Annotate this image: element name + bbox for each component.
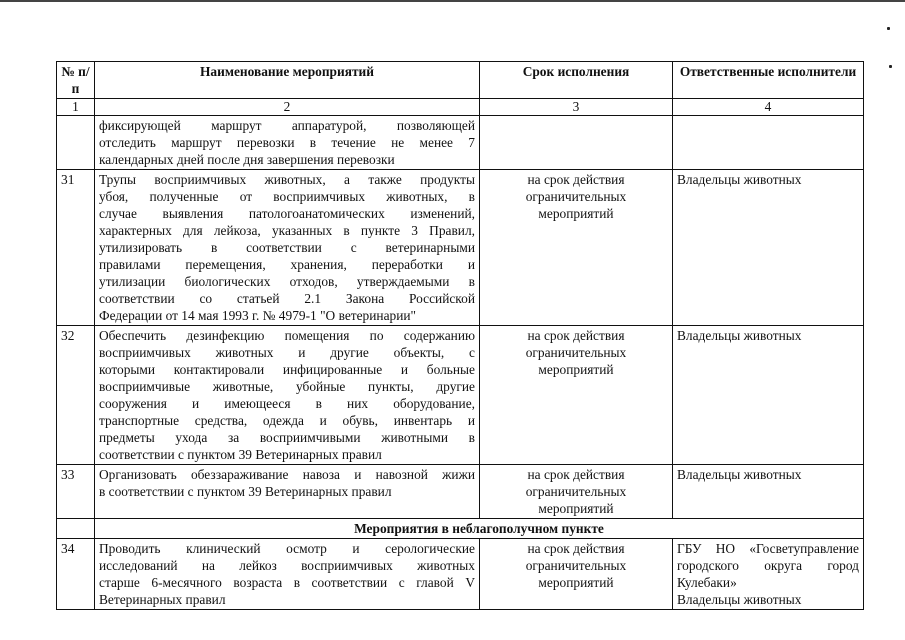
deadline-line: мероприятий [538, 362, 614, 377]
table-row [57, 465, 864, 519]
deadline-cell [480, 539, 673, 610]
measure-line: восприимчивых животных и другие объекты, с [99, 345, 475, 360]
responsible-line: Владельцы животных [677, 328, 802, 343]
deadline-line: ограничительных [525, 484, 627, 499]
deadline-line: ограничительных [525, 345, 627, 360]
deadline-line: мероприятий [538, 206, 614, 221]
deadline-cell [480, 170, 673, 326]
responsible-cell [673, 539, 864, 610]
row-number: 33 [57, 465, 95, 519]
measure-text [95, 326, 480, 465]
scan-speck [889, 65, 892, 68]
row-number: 32 [57, 326, 95, 465]
measure-line: Федерации от 14 мая 1993 г. № 4979-1 "О ветеринарии" [99, 308, 417, 323]
column-index: 4 [673, 99, 864, 116]
deadline-cell [480, 116, 673, 170]
responsible-line: Кулебаки» [677, 575, 737, 590]
measure-line: Трупы восприимчивых животных, а также продукты [99, 172, 475, 187]
header-row [57, 62, 864, 99]
scan-edge-line [0, 0, 905, 6]
responsible-cell [673, 116, 864, 170]
responsible-cell [673, 465, 864, 519]
row-number: 34 [57, 539, 95, 610]
responsible-line: городского округа город [677, 558, 859, 573]
responsible-line: Владельцы животных [677, 172, 802, 187]
deadline-cell [480, 465, 673, 519]
measure-line: фиксирующей маршрут аппаратурой, позволяющей [99, 118, 475, 133]
measures-table [56, 61, 864, 610]
measure-line: Проводить клинический осмотр и серологические [99, 541, 475, 556]
responsible-cell [673, 326, 864, 465]
header-measures: Наименование мероприятий [95, 62, 480, 99]
deadline-line: ограничительных [525, 558, 627, 573]
scan-speck [887, 27, 890, 30]
section-row [57, 519, 864, 539]
column-index: 1 [57, 99, 95, 116]
deadline-cell [480, 326, 673, 465]
deadline-line: ограничительных [525, 189, 627, 204]
measure-line: убоя, полученные от восприимчивых животных, в [99, 189, 475, 204]
header-number: № п/п [57, 62, 95, 99]
measure-line: предметы ухода за восприимчивыми животными в [99, 430, 475, 445]
measure-text [95, 170, 480, 326]
measure-line: Организовать обеззараживание навоза и навозной жижи [99, 467, 475, 482]
measure-line: характерных для лейкоза, указанных в пункте 3 Правил, [99, 223, 475, 238]
measure-text [95, 465, 480, 519]
measure-line: соответствии с пунктом 39 Ветеринарных правил [99, 447, 382, 462]
measure-line: правилами перемещения, хранения, переработки и [99, 257, 475, 272]
measure-line: восприимчивые животные, убойные пункты, другие [99, 379, 475, 394]
column-index-row [57, 99, 864, 116]
deadline-line: на срок действия [527, 467, 625, 482]
measure-line: Обеспечить дезинфекцию помещения по содержанию [99, 328, 475, 343]
deadline-line: на срок действия [527, 172, 625, 187]
section-spacer [57, 519, 95, 539]
measure-line: исследований на лейкоз восприимчивых животных [99, 558, 475, 573]
header-responsible: Ответственные исполнители [673, 62, 864, 99]
measure-text [95, 539, 480, 610]
header-deadline: Срок исполнения [480, 62, 673, 99]
measure-line: которыми контактировали инфицированные и больные [99, 362, 475, 377]
measure-line: в соответствии с пунктом 39 Ветеринарных правил [99, 484, 392, 499]
deadline-line: на срок действия [527, 328, 625, 343]
measure-line: утилизировать в соответствии с ветеринарными [99, 240, 475, 255]
measure-line: старше 6-месячного возраста в соответствии с главой V [99, 575, 475, 590]
measure-line: утилизации биологических отходов, утверждаемыми в [99, 274, 475, 289]
table-row [57, 116, 864, 170]
table-row [57, 170, 864, 326]
section-title: Мероприятия в неблагополучном пункте [95, 519, 864, 539]
measure-text [95, 116, 480, 170]
measure-line: Ветеринарных правил [99, 592, 226, 607]
measure-line: случае выявления патологоанатомических изменений, [99, 206, 475, 221]
measure-line: транспортные средства, одежда и обувь, инвентарь и [99, 413, 475, 428]
deadline-line: мероприятий [538, 501, 614, 516]
deadline-line: на срок действия [527, 541, 625, 556]
measure-line: отследить маршрут перевозки в течение не менее 7 [99, 135, 475, 150]
column-index: 3 [480, 99, 673, 116]
responsible-line: Владельцы животных [677, 592, 802, 607]
measure-line: сооружения и имеющееся в них оборудование, [99, 396, 475, 411]
measure-line: календарных дней после дня завершения перевозки [99, 152, 395, 167]
column-index: 2 [95, 99, 480, 116]
responsible-line: ГБУ НО «Госветуправление [677, 541, 859, 556]
measure-line: соответствии со статьей 2.1 Закона Российской [99, 291, 475, 306]
deadline-line: мероприятий [538, 575, 614, 590]
responsible-line: Владельцы животных [677, 467, 802, 482]
table-row [57, 326, 864, 465]
row-number [57, 116, 95, 170]
table-body [57, 116, 864, 610]
responsible-cell [673, 170, 864, 326]
table-row [57, 539, 864, 610]
row-number: 31 [57, 170, 95, 326]
